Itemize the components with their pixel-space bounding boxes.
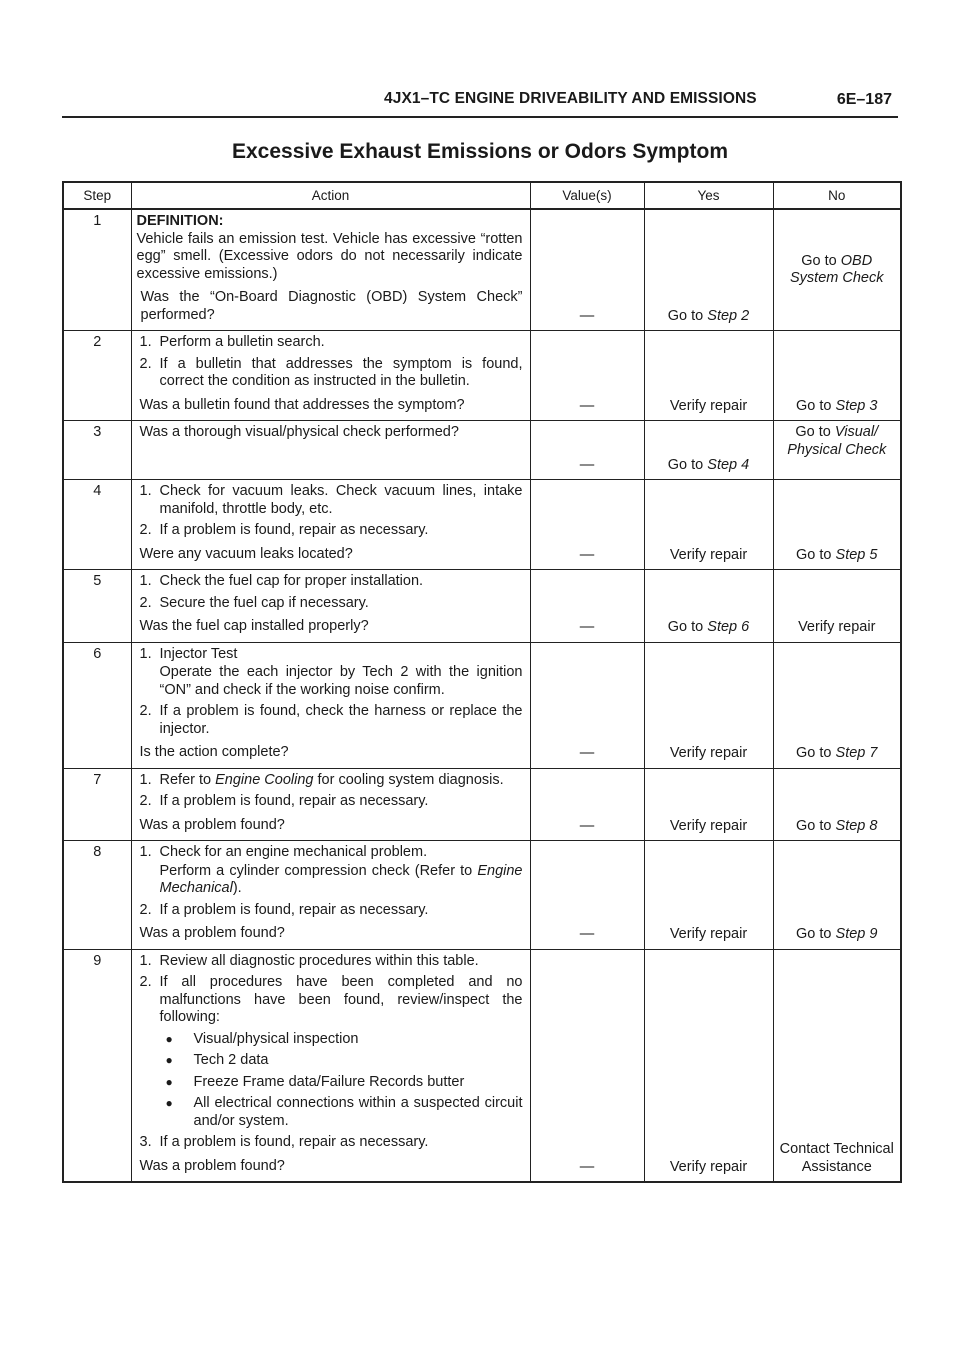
step-number: 1 bbox=[63, 209, 131, 331]
step-number: 6 bbox=[63, 642, 131, 768]
yes-prefix: Go to bbox=[667, 307, 708, 324]
value-cell: — bbox=[530, 480, 644, 570]
list-item: 1. Check for an engine mechanical problem. Perform a cylinder compression check (Refer to Engine Mechanical). bbox=[139, 844, 523, 896]
question-text: Was the fuel cap installed properly? bbox=[139, 618, 369, 634]
action-cell bbox=[131, 570, 530, 643]
value-cell: — bbox=[530, 841, 644, 950]
bullet-icon: ● bbox=[165, 1096, 173, 1110]
step-link[interactable]: Step 8 bbox=[835, 817, 878, 834]
step-link[interactable]: Step 5 bbox=[835, 546, 878, 563]
definition-text: Vehicle fails an emission test. Vehicle has excessive “rotten egg” smell. (Excessive odors do not necessarily indicate excessive emissions.) bbox=[136, 230, 523, 282]
column-header-yes: Yes bbox=[644, 182, 773, 209]
step-number: 5 bbox=[63, 570, 131, 643]
table-header-row bbox=[63, 182, 901, 209]
bullet-icon: ● bbox=[165, 1074, 173, 1089]
no-cell: Go to Step 7 bbox=[773, 642, 901, 768]
table-row bbox=[63, 480, 901, 570]
value-cell: — bbox=[530, 949, 644, 1182]
list-item: 1. Check for vacuum leaks. Check vacuum lines, intake manifold, throttle body, etc. bbox=[139, 483, 523, 517]
yes-cell: Verify repair bbox=[644, 642, 773, 768]
value-cell: — bbox=[530, 209, 644, 331]
question-text: Is the action complete? bbox=[139, 744, 289, 760]
step-number: 3 bbox=[63, 421, 131, 480]
yes-cell bbox=[644, 209, 773, 331]
table-row bbox=[63, 331, 901, 421]
action-cell bbox=[131, 768, 530, 841]
no-cell: Contact Technical Assistance bbox=[773, 949, 901, 1182]
step-link[interactable]: Step 4 bbox=[707, 456, 750, 473]
step-link[interactable]: Step 6 bbox=[707, 619, 750, 635]
yes-cell: Verify repair bbox=[644, 768, 773, 841]
engine-mechanical-link[interactable]: Engine Mechanical bbox=[159, 862, 523, 896]
yes-cell: Verify repair bbox=[644, 331, 773, 421]
bullet-item: ● Tech 2 data bbox=[165, 1052, 269, 1068]
list-item: 2. If a problem is found, check the harness or replace the injector. bbox=[139, 703, 523, 737]
action-cell bbox=[131, 209, 530, 331]
column-header-step: Step bbox=[63, 182, 131, 209]
value-cell: — bbox=[530, 331, 644, 421]
value-cell: — bbox=[530, 421, 644, 480]
table-row bbox=[63, 841, 901, 950]
list-item: 2. If a problem is found, repair as necessary. bbox=[139, 522, 429, 538]
list-item: 2. If all procedures have been completed and no malfunctions have been found, review/inspect the following: bbox=[139, 974, 523, 1025]
step-number: 8 bbox=[63, 841, 131, 950]
document-title: Excessive Exhaust Emissions or Odors Symptom bbox=[231, 140, 729, 163]
no-cell: Go to Step 5 bbox=[773, 480, 901, 570]
table-row bbox=[63, 570, 901, 643]
list-item: 2. Secure the fuel cap if necessary. bbox=[139, 594, 369, 611]
page-header bbox=[62, 88, 898, 118]
table-row bbox=[63, 949, 901, 1182]
bullet-icon: ● bbox=[165, 1053, 173, 1067]
visual-check-link[interactable]: Visual/ Physical Check bbox=[787, 424, 887, 458]
step-number: 4 bbox=[63, 480, 131, 570]
column-header-action: Action bbox=[131, 182, 530, 209]
list-item: 2. If a problem is found, repair as necessary. bbox=[139, 793, 429, 809]
action-cell bbox=[131, 642, 530, 768]
list-item: 1. Injector Test Operate the each injector by Tech 2 with the ignition “ON” and check if the working noise confirm. bbox=[139, 645, 523, 698]
no-cell bbox=[773, 209, 901, 331]
bullet-item: ● Visual/physical inspection bbox=[165, 1030, 359, 1047]
column-header-value: Value(s) bbox=[530, 182, 644, 209]
value-cell: — bbox=[530, 768, 644, 841]
page-number: 6E–187 bbox=[836, 91, 892, 108]
definition-label: DEFINITION: bbox=[136, 213, 224, 229]
column-header-no: No bbox=[773, 182, 901, 209]
list-item: 3. If a problem is found, repair as necessary. bbox=[139, 1134, 429, 1150]
list-item: 2. If a bulletin that addresses the symptom is found, correct the condition as instructed in the bulletin. bbox=[139, 355, 523, 389]
no-cell: Go to Visual/ Physical Check bbox=[773, 421, 901, 480]
engine-cooling-link[interactable]: Engine Cooling bbox=[215, 771, 314, 788]
step-link[interactable]: Step 2 bbox=[707, 307, 750, 324]
value-cell: — bbox=[530, 570, 644, 643]
sub-instruction: Operate the each injector by Tech 2 with the ignition “ON” and check if the working noise confirm. bbox=[159, 664, 523, 698]
no-cell: Verify repair bbox=[773, 570, 901, 643]
yes-cell: Verify repair bbox=[644, 841, 773, 950]
diagnostic-table bbox=[62, 181, 902, 1183]
step-number: 2 bbox=[63, 331, 131, 421]
no-cell: Go to Step 9 bbox=[773, 841, 901, 950]
list-item: 1. Refer to Engine Cooling for cooling system diagnosis. bbox=[139, 771, 504, 788]
step-number: 9 bbox=[63, 949, 131, 1182]
action-cell bbox=[131, 421, 530, 480]
list-item: 2. If a problem is found, repair as necessary. bbox=[139, 901, 429, 918]
action-cell bbox=[131, 949, 530, 1182]
list-item: 1. Check the fuel cap for proper installation. bbox=[139, 573, 424, 589]
sub-instruction: Perform a cylinder compression check (Refer to Engine Mechanical). bbox=[159, 862, 523, 896]
yes-cell: Go to Step 4 bbox=[644, 421, 773, 480]
yes-cell: Verify repair bbox=[644, 949, 773, 1182]
no-prefix: Go to bbox=[801, 252, 841, 269]
step-link[interactable]: Step 3 bbox=[835, 397, 878, 414]
value-cell: — bbox=[530, 642, 644, 768]
bullet-item: ● All electrical connections within a suspected circuit and/or system. bbox=[165, 1095, 523, 1129]
table-row bbox=[63, 421, 901, 480]
action-cell bbox=[131, 480, 530, 570]
list-item: 1. Review all diagnostic procedures within this table. bbox=[139, 952, 479, 969]
no-cell: Go to Step 3 bbox=[773, 331, 901, 421]
no-cell: Go to Step 8 bbox=[773, 768, 901, 841]
bullet-item: ● Freeze Frame data/Failure Records butter bbox=[165, 1073, 465, 1090]
bullet-icon: ● bbox=[165, 1031, 173, 1046]
yes-cell: Go to Step 6 bbox=[644, 570, 773, 643]
obd-check-link[interactable]: OBD System Check bbox=[790, 252, 884, 286]
question-text: Was a bulletin found that addresses the symptom? bbox=[139, 396, 465, 413]
question-text: Was a problem found? bbox=[139, 925, 285, 941]
action-cell bbox=[131, 841, 530, 950]
yes-cell: Verify repair bbox=[644, 480, 773, 570]
question-text: Were any vacuum leaks located? bbox=[139, 545, 353, 562]
table-row bbox=[63, 642, 901, 768]
table-row bbox=[63, 768, 901, 841]
question-text: Was a thorough visual/physical check performed? bbox=[139, 424, 459, 440]
step-number: 7 bbox=[63, 768, 131, 841]
list-item: 1. Perform a bulletin search. bbox=[139, 334, 325, 350]
question-text: Was a problem found? bbox=[139, 816, 285, 833]
question-text: Was a problem found? bbox=[139, 1157, 285, 1174]
step-link[interactable]: Step 9 bbox=[835, 926, 878, 942]
question-text: Was the “On-Board Diagnostic (OBD) System Check” performed? bbox=[140, 289, 523, 323]
section-title: 4JX1–TC ENGINE DRIVEABILITY AND EMISSIONS bbox=[384, 90, 757, 107]
table-row bbox=[63, 209, 901, 331]
step-link[interactable]: Step 7 bbox=[835, 745, 878, 761]
action-cell bbox=[131, 331, 530, 421]
